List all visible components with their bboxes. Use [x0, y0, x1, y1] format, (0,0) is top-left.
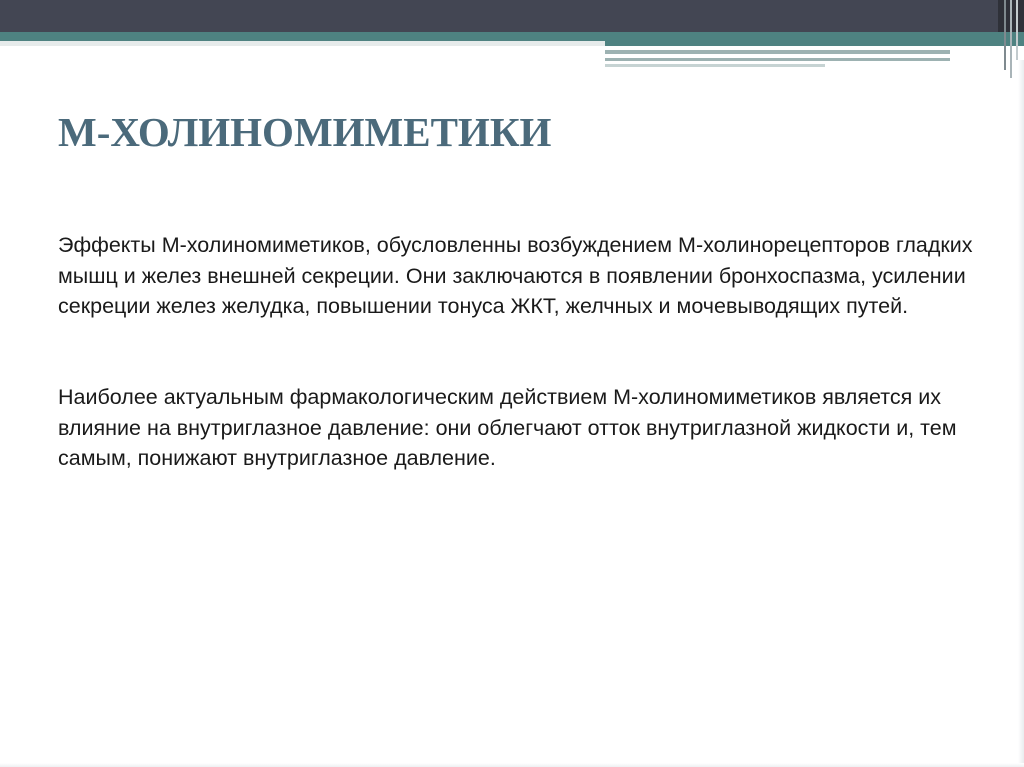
banner-accent-line — [605, 64, 825, 67]
body-paragraph: Эффекты М-холиномиметиков, обусловленны возбуждением М-холинорецепторов гладких мышц и желез внешней секреции. Они заключаются в появлении бронхоспазма, усилении секреции желез желудка, повышении тонуса ЖКТ, желчных и мочевыводящих путей. — [58, 233, 973, 318]
slide-title: М-ХОЛИНОМИМЕТИКИ — [58, 109, 552, 155]
banner-accent-line — [605, 50, 950, 54]
banner-teal-stripe-right — [605, 32, 1024, 46]
corner-stripe — [1010, 0, 1012, 78]
body-paragraph: Наиболее актуальным фармакологическим действием М-холиномиметиков является их влияние на внутриглазное давление: они облегчают отток внутриглазной жидкости и, тем самым, понижают внутриглазное давление. — [58, 385, 957, 470]
page-bottom-shadow — [0, 763, 1024, 767]
top-banner — [0, 0, 1024, 32]
banner-accent-line — [605, 58, 950, 61]
page-edge-shadow — [1018, 60, 1024, 767]
banner-teal-stripe-left — [0, 32, 605, 41]
corner-stripe — [1004, 0, 1006, 70]
corner-stripe — [1016, 0, 1018, 60]
